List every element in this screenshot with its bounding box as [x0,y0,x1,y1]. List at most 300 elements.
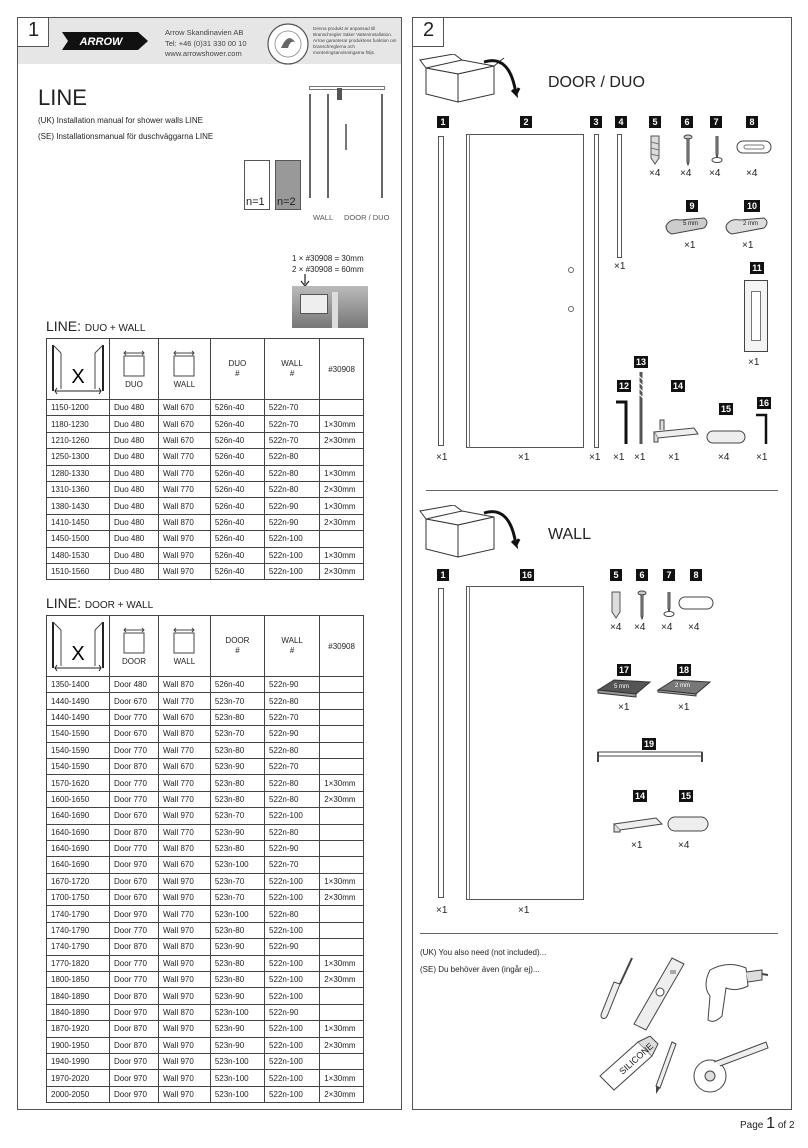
table-cell: Wall 870 [159,840,211,856]
table-cell: Door 870 [110,1021,159,1037]
wall-part-5-plug-icon [608,590,624,620]
table-cell: Wall 970 [159,972,211,988]
table-cell: 523n-80 [210,922,264,938]
table-cell: 522n-80 [265,742,320,758]
table-cell: 523n-80 [210,742,264,758]
table-cell: 1480-1530 [47,547,110,563]
table-cell: 522n-100 [265,955,320,971]
table-cell [320,758,364,774]
table-cell: Wall 970 [159,547,211,563]
wall-qty-5: ×4 [610,622,622,633]
table-cell: Wall 970 [159,1037,211,1053]
table-cell: 1940-1990 [47,1053,110,1069]
table-cell: 522n-70 [265,709,320,725]
table-cell: Door 770 [110,791,159,807]
wall-glass-edge [469,586,470,900]
table-row [47,432,364,448]
table-cell: 523n-80 [210,775,264,791]
table-row [47,873,364,889]
table-cell: 2×30mm [320,791,364,807]
table-cell [320,1053,364,1069]
pencil-icon [652,1040,678,1094]
wall-badge-7: 7 [663,569,675,581]
table-cell: Wall 770 [159,465,211,481]
table-cell: 522n-100 [265,1053,320,1069]
table-cell: 522n-80 [265,693,320,709]
header-panel-label: WALL [173,656,196,666]
table-cell: Door 670 [110,890,159,906]
table-cell: 523n-90 [210,824,264,840]
table-cell [320,742,364,758]
table-row [47,906,364,922]
table-cell [320,906,364,922]
badge-9: 9 [686,200,698,212]
duo-section-title [46,318,145,334]
duo-table-body [47,339,364,580]
wall-qty-17: ×1 [618,702,630,713]
table-cell: Wall 970 [159,531,211,547]
table-cell: 522n-70 [264,400,319,416]
company-name: Arrow Skandinavien AB [165,28,244,37]
qty-15: ×4 [718,452,730,463]
table-cell [320,677,364,693]
part-14-bracket-icon [650,412,700,446]
table-cell: 526n-40 [210,465,264,481]
table-cell: Wall 770 [159,775,211,791]
table-cell: 1600-1650 [47,791,110,807]
door-wall-table [46,615,364,1103]
table-row [47,1004,364,1020]
tape-measure-icon [690,1040,770,1096]
badge-15: 15 [720,404,731,414]
badge-5: 5 [649,116,661,128]
header-x-label: X [71,643,85,665]
table-cell: 523n-70 [210,873,264,889]
table-cell: 1840-1890 [47,1004,110,1020]
qty-12: ×1 [613,452,625,463]
table-cell: Wall 670 [159,400,211,416]
header-extension: #30908 [320,339,364,400]
subtitle-se: (SE) Installationsmanual för duschväggarna LINE [38,132,214,141]
table-cell [320,824,364,840]
logo-text: ARROW [79,36,123,48]
page1-title: LINE [38,85,87,110]
extension-photo [292,286,368,328]
table-cell: 2000-2050 [47,1086,110,1102]
wall-qty-15: ×4 [678,840,690,851]
table-cell: Duo 480 [110,465,159,481]
wall-qty-7: ×4 [661,622,673,633]
table-cell: 522n-100 [264,563,319,579]
wall-size-2mm: 2 mm [675,683,690,689]
table-cell: 1150-1200 [47,400,110,416]
table-row [47,1070,364,1086]
table-row [47,890,364,906]
table-cell: 522n-80 [264,481,319,497]
table-cell [320,449,364,465]
table-cell [320,709,364,725]
part-8-cover-cap-icon [736,140,772,154]
table-cell: 2×30mm [320,1037,364,1053]
table-cell: Wall 970 [159,955,211,971]
table-cell: Wall 870 [159,939,211,955]
header-wall-panel [159,616,211,677]
table-cell: 1250-1300 [47,449,110,465]
table-cell: Duo 480 [110,481,159,497]
qty-7: ×4 [709,168,721,179]
qty-10: ×1 [742,240,754,251]
table-cell: 522n-100 [265,1021,320,1037]
table-row [47,400,364,416]
table-row [47,465,364,481]
part-16-hex-key-icon [752,412,772,446]
table-header-row [47,339,364,400]
table-row [47,955,364,971]
table-cell: 522n-90 [265,939,320,955]
wall-badge-15: 15 [680,791,691,801]
table-cell: 523n-100 [210,1086,264,1102]
wall-part-19-support-bar-icon [594,748,708,764]
table-cell: 523n-100 [210,857,264,873]
n2-label: n=2 [277,196,296,208]
page1-number: 1 [28,19,40,41]
table-cell: Wall 970 [159,1086,211,1102]
table-cell: Duo 480 [110,563,159,579]
table-cell: 522n-100 [265,972,320,988]
table-cell: Wall 770 [159,791,211,807]
product-illustration [305,86,387,210]
table-cell: Wall 770 [159,449,211,465]
table-cell: 1410-1450 [47,514,110,530]
wall-part-15-strip-icon [667,816,709,832]
table-cell: 522n-80 [264,449,319,465]
header-duo-panel [110,339,159,400]
also-need-uk: (UK) You also need (not included)... [420,948,547,957]
header-panel-label: DOOR [122,656,146,666]
table-cell: 522n-90 [265,840,320,856]
table-cell: Door 970 [110,906,159,922]
table-cell: 1640-1690 [47,840,110,856]
header-wall-panel [159,339,211,400]
table-cell: Wall 770 [159,824,211,840]
badge-3: 3 [590,116,602,128]
table-cell: 1740-1790 [47,939,110,955]
table-row [47,742,364,758]
part-7-screw-washer-icon [710,134,724,166]
header-x-diagram [47,616,110,677]
part-5-wall-plug-icon [647,134,663,166]
table-cell: 1740-1790 [47,906,110,922]
table-row [47,693,364,709]
table-cell: 1540-1590 [47,726,110,742]
extension-note-1: 1 × #30908 = 30mm [292,254,364,263]
table-cell: 526n-40 [210,514,264,530]
part-3-profile [594,134,599,448]
part-2-door-glass [466,134,584,448]
part-11-bracket [744,280,768,352]
table-cell: 523n-90 [210,988,264,1004]
table-cell: 1570-1620 [47,775,110,791]
table-cell: Door 770 [110,709,159,725]
table-cell: Duo 480 [110,514,159,530]
table-cell: Door 670 [110,726,159,742]
wall-badge-1: 1 [437,569,449,581]
table-cell: 523n-70 [210,726,264,742]
footer-prefix: Page [740,1120,767,1131]
door-knob-bottom [568,306,574,312]
table-cell: Wall 870 [159,498,211,514]
table-cell: 523n-100 [210,906,264,922]
table-row [47,1086,364,1102]
table-cell: 1×30mm [320,416,364,432]
table-cell: 2×30mm [320,481,364,497]
footer-suffix: of 2 [775,1120,795,1131]
table-cell: 1440-1490 [47,693,110,709]
table-cell: Door 770 [110,742,159,758]
table-cell: Door 670 [110,693,159,709]
part-15-seal-strip-icon [706,430,746,444]
table-cell: Duo 480 [110,400,159,416]
page2-divider-2 [420,933,778,934]
part-2-edge [469,134,470,448]
table-cell: 523n-70 [210,890,264,906]
table-cell: 1350-1400 [47,677,110,693]
wall-badge-18: 18 [678,665,689,675]
table-cell: 522n-100 [265,808,320,824]
spirit-level-icon [630,956,686,1032]
table-cell: 526n-40 [210,449,264,465]
wall-qty-6: ×4 [634,622,646,633]
table-cell: 522n-100 [265,922,320,938]
table-row [47,498,364,514]
table-cell: Door 870 [110,988,159,1004]
table-cell: Duo 480 [110,547,159,563]
table-row [47,547,364,563]
table-cell: 522n-100 [264,547,319,563]
table-cell: 522n-100 [265,1037,320,1053]
table-cell: 1×30mm [320,465,364,481]
table-cell [320,693,364,709]
table-cell: Door 770 [110,775,159,791]
table-cell: 522n-90 [265,726,320,742]
table-row [47,709,364,725]
table-cell: 2×30mm [320,1086,364,1102]
table-row [47,1053,364,1069]
table-cell: 2×30mm [320,890,364,906]
table-cell: 523n-80 [210,955,264,971]
table-row [47,449,364,465]
table-cell: 1510-1560 [47,563,110,579]
table-cell: Wall 670 [159,416,211,432]
table-cell: Wall 870 [159,514,211,530]
wall-part-7-screw-icon [662,590,676,620]
door-section-title [46,595,153,611]
table-cell: 1540-1590 [47,742,110,758]
table-cell: Wall 970 [159,988,211,1004]
table-row [47,416,364,432]
table-cell: 523n-90 [210,939,264,955]
wall-badge-6: 6 [636,569,648,581]
table-cell: 1800-1850 [47,972,110,988]
table-cell: Duo 480 [110,449,159,465]
table-row [47,840,364,856]
table-cell: 2×30mm [320,972,364,988]
table-cell: Door 770 [110,972,159,988]
table-cell: 526n-40 [210,481,264,497]
header-article-3: DOOR # [210,616,264,677]
badge-8: 8 [746,116,758,128]
table-cell [320,400,364,416]
table-cell: 1870-1920 [47,1021,110,1037]
table-row [47,972,364,988]
table-cell: 523n-80 [210,972,264,988]
label-wall-image: WALL [313,213,334,222]
wall-part-6-screw-icon [636,590,648,620]
drill-icon [700,956,770,1028]
table-cell: 523n-100 [210,1004,264,1020]
part-13-drill-bit-icon [636,372,646,446]
wall-part-16-glass [466,586,584,900]
table-cell: 522n-100 [265,873,320,889]
table-cell: 1×30mm [320,775,364,791]
wall-part-8-cap-icon [678,596,714,610]
table-row [47,988,364,1004]
table-row [47,922,364,938]
header-article-4: WALL # [264,339,319,400]
table-cell: 1700-1750 [47,890,110,906]
table-cell: Wall 670 [159,857,211,873]
wall-badge-8: 8 [690,569,702,581]
table-cell: Door 480 [110,677,159,693]
table-cell: 522n-90 [265,677,320,693]
table-cell: 522n-70 [264,416,319,432]
wall-badge-5: 5 [610,569,622,581]
qty-9: ×1 [684,240,696,251]
table-cell: Wall 970 [159,1053,211,1069]
table-cell: 522n-70 [264,432,319,448]
table-cell: 522n-90 [265,1004,320,1020]
wall-badge-17: 17 [618,665,629,675]
table-cell: 523n-70 [210,693,264,709]
table-row [47,1037,364,1053]
qty-11: ×1 [748,357,760,368]
qty-4: ×1 [614,261,626,272]
table-cell: Wall 970 [159,873,211,889]
qty-13: ×1 [634,452,646,463]
table-cell: Wall 970 [159,563,211,579]
table-row [47,824,364,840]
table-cell: 523n-80 [210,791,264,807]
table-cell: 523n-90 [210,758,264,774]
page2-number: 2 [423,19,435,41]
table-cell: Door 870 [110,758,159,774]
table-cell: 1740-1790 [47,922,110,938]
door-duo-title: DOOR / DUO [548,74,645,91]
qty-14: ×1 [668,452,680,463]
table-row [47,758,364,774]
table-cell: 523n-80 [210,840,264,856]
table-cell: Door 770 [110,840,159,856]
table-row [47,791,364,807]
table-cell: 526n-40 [210,677,264,693]
table-cell: 1×30mm [320,955,364,971]
duo-section-subtitle: DUO + WALL [84,323,146,334]
table-cell: Wall 870 [159,1004,211,1020]
part-12-hex-key-icon [612,398,632,446]
table-cell: 526n-40 [210,400,264,416]
badge-7: 7 [710,116,722,128]
table-cell: 1970-2020 [47,1070,110,1086]
badge-10: 10 [744,200,760,212]
table-cell: Wall 970 [159,890,211,906]
table-cell: 522n-80 [265,775,320,791]
table-cell: 1640-1690 [47,808,110,824]
table-cell: 1210-1260 [47,432,110,448]
size-label-2mm: 2 mm [743,221,758,227]
header-panel-label: DUO [125,379,143,389]
table-cell: 523n-100 [210,1070,264,1086]
table-cell: Door 870 [110,939,159,955]
table-cell: 1280-1330 [47,465,110,481]
company-web: www.arrowshower.com [165,49,242,58]
door-section-subtitle: DOOR + WALL [84,600,154,611]
table-cell: Duo 480 [110,531,159,547]
table-row [47,677,364,693]
table-cell: Wall 770 [159,906,211,922]
table-cell: Wall 770 [159,742,211,758]
table-cell: 522n-80 [265,906,320,922]
table-row [47,808,364,824]
qty-3: ×1 [589,452,601,463]
table-cell: Wall 670 [159,758,211,774]
table-cell: Door 970 [110,857,159,873]
table-cell: Wall 870 [159,677,211,693]
header-article-3: DUO # [210,339,264,400]
table-row [47,939,364,955]
table-cell: 522n-100 [264,531,319,547]
table-cell: 526n-40 [210,563,264,579]
table-row [47,481,364,497]
table-cell: 523n-100 [210,1053,264,1069]
table-cell: 522n-100 [265,988,320,1004]
badge-4: 4 [615,116,627,128]
table-cell: 522n-70 [265,857,320,873]
table-cell: Door 670 [110,808,159,824]
table-row [47,726,364,742]
header-door-panel [110,616,159,677]
table-cell: 526n-40 [210,432,264,448]
label-doorduo-image: DOOR / DUO [344,213,390,222]
table-cell: 522n-90 [264,514,319,530]
table-cell: Wall 970 [159,1021,211,1037]
table-cell: Door 970 [110,1053,159,1069]
wall-title: WALL [548,526,591,543]
header-article-4: WALL # [265,616,320,677]
wall-badge-19: 19 [643,739,654,749]
badge-12: 12 [618,381,629,391]
duo-section-prefix: LINE: [46,318,82,334]
table-cell: 522n-100 [265,890,320,906]
table-cell: 1×30mm [320,547,364,563]
silicone-label: SILICONE [617,1040,656,1077]
table-cell [320,726,364,742]
table-cell: Duo 480 [110,416,159,432]
table-cell: Wall 670 [159,709,211,725]
table-cell: 1450-1500 [47,531,110,547]
wall-part-14-bracket-icon [610,808,666,836]
door-section-prefix: LINE: [46,595,82,611]
table-row [47,857,364,873]
